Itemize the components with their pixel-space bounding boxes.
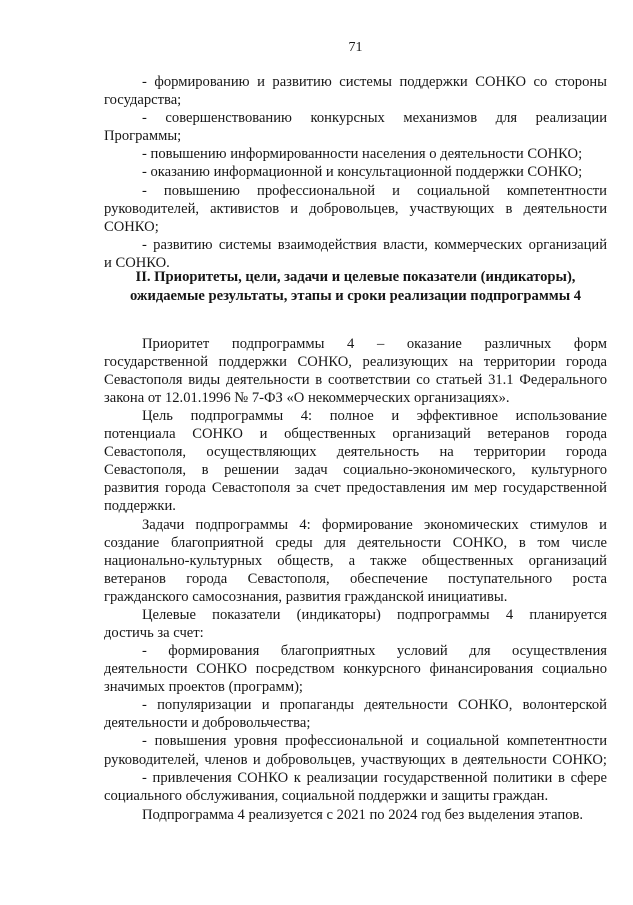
section-heading xyxy=(104,268,607,306)
heading-line: II. Приоритеты, цели, задачи и целевые показатели (индикаторы), xyxy=(135,269,576,285)
list-item xyxy=(104,145,607,163)
text-line: развития города Севастополя за счет предоставления им мер государственной xyxy=(104,480,607,497)
list-item xyxy=(104,696,607,732)
list-bottom xyxy=(104,642,607,805)
text-line: Целевые показатели (индикаторы) подпрограммы 4 планируется xyxy=(142,607,607,623)
text-line: поддержки. xyxy=(104,498,176,515)
text-line: Севастополя, в решении задач социально-экономического, культурного xyxy=(104,462,607,479)
text-line: гражданского самосознания, развития гражданской инициативы. xyxy=(104,589,508,606)
text-line: закона от 12.01.1996 № 7-ФЗ «О некоммерческих организациях». xyxy=(104,390,510,407)
paragraph-targets xyxy=(104,606,607,642)
paragraph-priority xyxy=(104,335,607,407)
text-line: - повышению профессиональной и социальной компетентности xyxy=(142,182,607,199)
list-top xyxy=(104,73,607,272)
text-line: - оказанию информационной и консультационной поддержки СОНКО; xyxy=(142,164,583,181)
text-line: - привлечения СОНКО к реализации государственной политики в сфере xyxy=(142,769,607,786)
text-line: Севастополя виды деятельности в соответствии со статьей 31.1 Федерального xyxy=(104,372,607,389)
text-line: руководителей, активистов и добровольцев, участвующих в деятельности xyxy=(104,200,607,217)
text-line: руководителей, членов и добровольцев, участвующих в деятельности СОНКО; xyxy=(104,751,607,768)
text-line: достичь за счет: xyxy=(104,625,204,642)
text-line: - формированию и развитию системы поддержки СОНКО со стороны xyxy=(142,74,607,90)
list-item xyxy=(104,73,607,109)
text-line: - популяризации и пропаганды деятельности СОНКО, волонтерской xyxy=(142,697,607,714)
text-line: Цель подпрограммы 4: полное и эффективное использование xyxy=(142,408,607,424)
text-line: Задачи подпрограммы 4: формирование экономических стимулов и xyxy=(142,517,607,533)
list-item xyxy=(104,163,607,181)
text-line: СОНКО; xyxy=(104,218,159,235)
text-line: социального обслуживания, социальной поддержки и защиты граждан. xyxy=(104,787,549,804)
text-line: - совершенствованию конкурсных механизмов для реализации xyxy=(142,110,607,127)
text-line: Подпрограмма 4 реализуется с 2021 по 2024 год без выделения этапов. xyxy=(142,807,584,823)
list-item xyxy=(104,236,607,272)
list-item xyxy=(104,642,607,696)
text-line: создание благоприятной среды для деятельности СОНКО, в том числе xyxy=(104,535,607,552)
list-item xyxy=(104,182,607,236)
text-line: значимых проектов (программ); xyxy=(104,679,303,696)
list-item xyxy=(104,769,607,805)
list-item xyxy=(104,109,607,145)
text-line: национально-культурных обществ, а также общественных организаций xyxy=(104,553,607,570)
paragraph-goal xyxy=(104,407,607,516)
text-line: Приоритет подпрограммы 4 – оказание различных форм xyxy=(142,336,607,352)
paragraph-tasks xyxy=(104,516,607,606)
text-line: Программы; xyxy=(104,128,182,145)
text-line: - формирования благоприятных условий для осуществления xyxy=(142,643,607,659)
text-line: потенциала СОНКО и общественных организаций ветеранов города xyxy=(104,426,607,443)
text-line: - повышения уровня профессиональной и социальной компетентности xyxy=(142,733,607,750)
page-number: 71 xyxy=(348,40,363,55)
text-line: - развитию системы взаимодействия власти, коммерческих организаций xyxy=(142,236,607,253)
text-line: - повышению информированности населения о деятельности СОНКО; xyxy=(142,146,583,163)
text-line: Севастополя, осуществляющих деятельность на территории города xyxy=(104,444,607,461)
heading-line: ожидаемые результаты, этапы и сроки реализации подпрограммы 4 xyxy=(129,288,582,304)
text-line: деятельности СОНКО посредством конкурсного финансирования социально xyxy=(104,661,607,678)
text-line: и СОНКО. xyxy=(104,254,170,271)
text-line: государства; xyxy=(104,92,182,109)
text-line: деятельности и добровольчества; xyxy=(104,715,311,732)
list-item xyxy=(104,732,607,768)
text-line: ветеранов города Севастополя, обеспечение поступательного роста xyxy=(104,571,607,588)
text-line: государственной поддержки СОНКО, реализующих на территории города xyxy=(104,354,607,371)
paragraph-final xyxy=(104,806,607,824)
